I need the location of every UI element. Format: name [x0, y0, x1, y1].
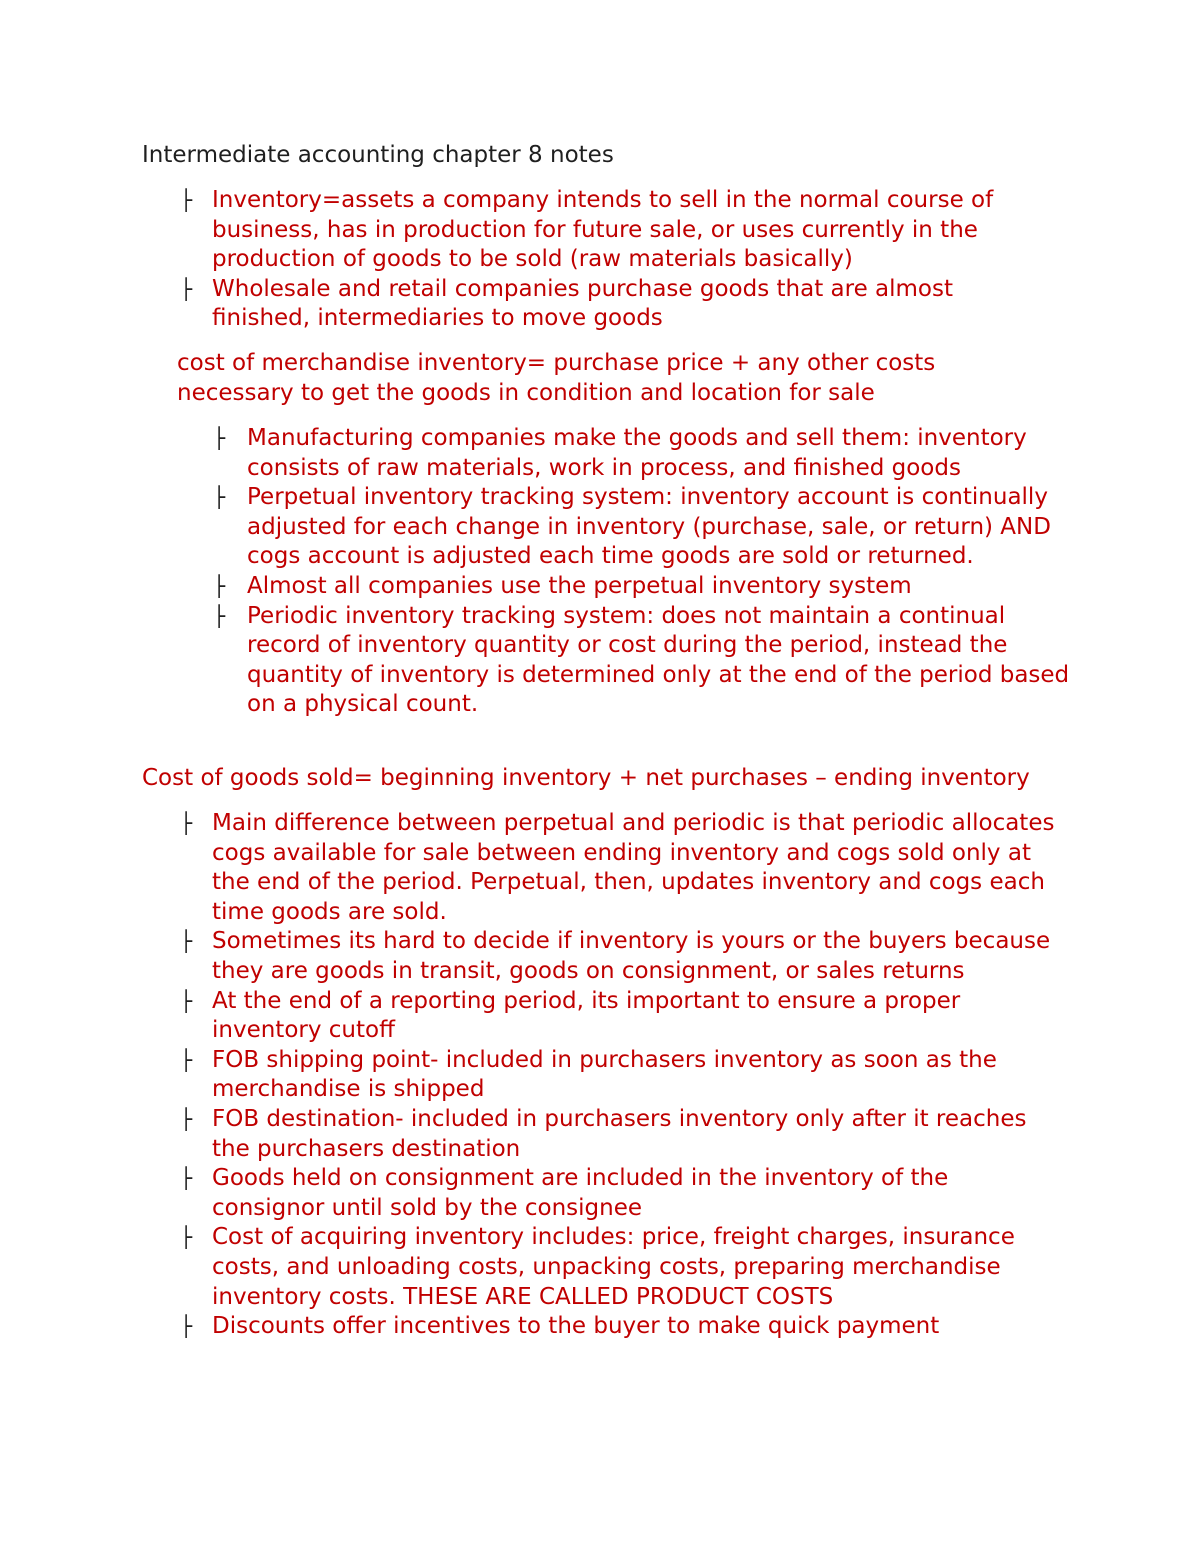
- document-title: Intermediate accounting chapter 8 notes: [142, 142, 614, 168]
- list-item-text: Cost of acquiring inventory includes: price, freight charges, insurance costs, and unloading costs, unpacking costs, preparing merchandise inventory costs. THESE ARE CALLED PRODUCT COSTS: [212, 1224, 1015, 1310]
- bullet-icon: ├: [180, 1314, 193, 1339]
- list-item-text: Discounts offer incentives to the buyer to make quick payment: [212, 1313, 940, 1340]
- list-item-text: At the end of a reporting period, its important to ensure a proper inventory cutoff: [212, 987, 961, 1044]
- list-item: [213, 602, 1077, 720]
- bullet-list-inventory-basics: [180, 186, 1042, 334]
- list-item-text: Sometimes its hard to decide if inventory is yours or the buyers because they are goods in transit, goods on consignment, or sales returns: [212, 928, 1051, 984]
- list-item: [180, 927, 1062, 986]
- bullet-icon: ├: [180, 276, 193, 301]
- list-item: [180, 1223, 1062, 1312]
- list-item: [180, 275, 1042, 334]
- bullet-icon: ├: [180, 1166, 193, 1191]
- list-item: [180, 1164, 1062, 1223]
- cogs-formula-paragraph: Cost of goods sold= beginning inventory + net purchases – ending inventory: [142, 765, 1030, 791]
- list-item: [180, 1105, 1062, 1164]
- list-item: [180, 809, 1062, 927]
- bullet-icon: ├: [213, 573, 226, 598]
- list-item-text: Goods held on consignment are included in the inventory of the consignor until sold by the consignee: [212, 1165, 949, 1221]
- list-item: [180, 1312, 1062, 1342]
- list-item: [180, 1046, 1062, 1105]
- bullet-icon: ├: [180, 811, 193, 835]
- list-item-text: FOB destination- included in purchasers inventory only after it reaches the purchasers destination: [212, 1105, 1027, 1162]
- list-item-text: Inventory=assets a company intends to sell in the normal course of business, has in production for future sale, or uses currently in the production of goods to be sold (raw materials basically): [212, 187, 994, 273]
- bullet-list-tracking-systems: [213, 424, 1077, 720]
- list-item: [180, 987, 1062, 1046]
- list-item: [213, 424, 1077, 483]
- list-item-text: Perpetual inventory tracking system: inventory account is continually adjusted for each change in inventory (purchase, sale, or return) AND cogs account is adjusted each time goods are sold or returned.: [247, 484, 1051, 570]
- bullet-list-inventory-details: [180, 809, 1062, 1342]
- bullet-icon: ├: [213, 426, 226, 450]
- bullet-icon: ├: [180, 1047, 193, 1072]
- bullet-icon: ├: [213, 603, 226, 628]
- bullet-icon: ├: [180, 988, 193, 1013]
- bullet-icon: ├: [180, 1106, 193, 1131]
- bullet-icon: ├: [180, 188, 193, 212]
- list-item-text: Manufacturing companies make the goods and sell them: inventory consists of raw materials, work in process, and finished goods: [247, 425, 1027, 481]
- bullet-icon: ├: [180, 1225, 193, 1250]
- list-item: [180, 186, 1042, 275]
- bullet-icon: ├: [180, 929, 193, 954]
- list-item: [213, 572, 1077, 602]
- list-item-text: FOB shipping point- included in purchasers inventory as soon as the merchandise is shipped: [212, 1046, 997, 1103]
- list-item: [213, 483, 1077, 572]
- merchandise-cost-paragraph: cost of merchandise inventory= purchase price + any other costs necessary to get the goods in condition and location for sale: [177, 350, 936, 406]
- list-item-text: Wholesale and retail companies purchase goods that are almost finished, intermediaries to move goods: [212, 275, 953, 332]
- list-item-text: Almost all companies use the perpetual inventory system: [247, 572, 912, 599]
- bullet-icon: ├: [213, 485, 226, 510]
- list-item-text: Periodic inventory tracking system: does not maintain a continual record of inventory quantity or cost during the period, instead the quantity of inventory is determined only at the end of the period based on a physical count.: [247, 602, 1070, 718]
- list-item-text: Main difference between perpetual and periodic is that periodic allocates cogs available for sale between ending inventory and cogs sold only at the end of the period. Perpetual, then, updates inventory and cogs each time goods are sold.: [212, 810, 1055, 925]
